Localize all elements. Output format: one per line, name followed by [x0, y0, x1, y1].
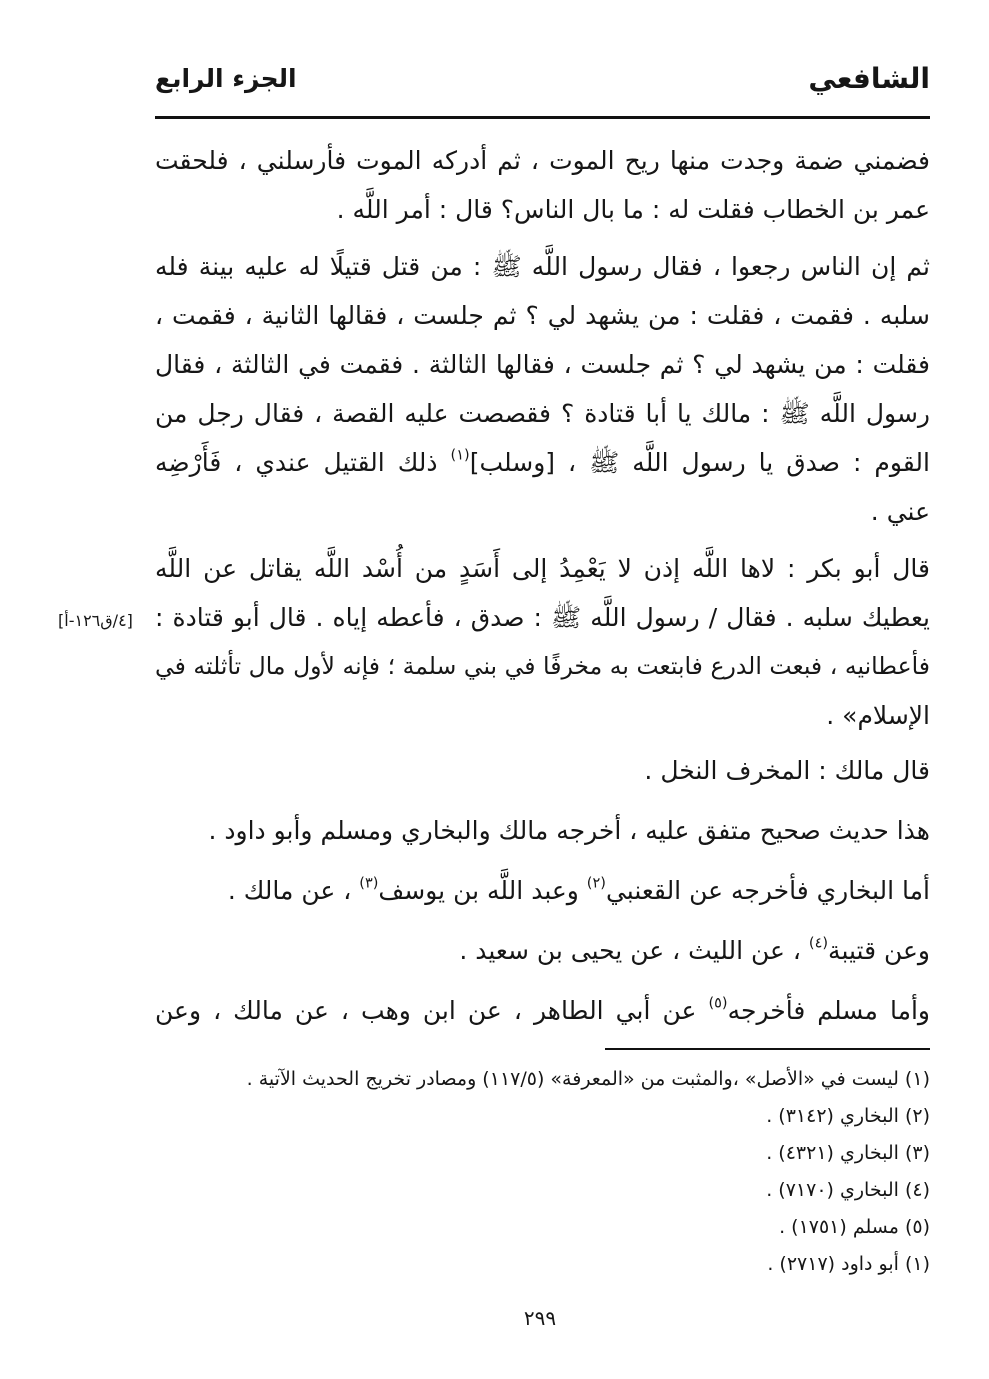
text-line [155, 691, 930, 740]
text-segment: ذلك القتيل عندي ، فَأَرْضِه [155, 448, 451, 477]
text-line [155, 926, 930, 975]
text-line [155, 544, 930, 593]
manuscript-folio-note: [٤/ق١٢٦-أ] [58, 611, 133, 630]
footnote: (١) ليست في «الأصل» ،والمثبت من «المعرفة» (١١٧/٥) ومصادر تخريج الحديث الآتية . [246, 1068, 930, 1090]
footnotes [155, 1061, 930, 1283]
text-segment: عمر بن الخطاب فقلت له : ما بال الناس؟ قال : أمر اللَّه . [336, 195, 930, 224]
body-paragraph [155, 746, 930, 795]
text-line [155, 642, 930, 691]
text-line [155, 389, 930, 438]
text-segment: هذا حديث صحيح متفق عليه ، أخرجه مالك والبخاري ومسلم وأبو داود . [208, 816, 930, 845]
footnote-ref: (١) [450, 447, 470, 464]
text-segment: الإسلام» . [826, 701, 930, 730]
footnote-ref: (٥) [708, 995, 728, 1012]
text-line [155, 438, 930, 487]
footnote: (١) أبو داود (٢٧١٧) . [767, 1253, 930, 1275]
text-segment: يعطيك سلبه . فقال / رسول اللَّه ﷺ : صدق ، فأعطه إياه . قال أبو قتادة : [155, 603, 930, 632]
text-segment: وعن قتيبة [828, 936, 930, 965]
body-paragraph [155, 866, 930, 915]
text-segment: فضمني ضمة وجدت منها ريح الموت ، ثم أدركه الموت فأرسلني ، فلحقت [155, 146, 930, 175]
text-segment: وعبد اللَّه بن يوسف [378, 876, 587, 905]
volume-label: الجزء الرابع [155, 64, 297, 93]
text-line [155, 806, 930, 855]
text-segment: عني . [870, 497, 930, 526]
text-segment: قال أبو بكر : لاها اللَّه إذن لا يَعْمِدُ إلى أَسَدٍ من أُسْد اللَّه يقاتل عن اللَّه [155, 554, 930, 583]
body-paragraph [155, 986, 930, 1035]
text-line [155, 185, 930, 234]
text-segment: قال مالك : المخرف النخل . [644, 756, 930, 785]
text-line [155, 866, 930, 915]
text-line [155, 746, 930, 795]
text-segment: وأما مسلم فأخرجه [727, 996, 930, 1025]
text-line [155, 986, 930, 1035]
text-segment: رسول اللَّه ﷺ : مالك يا أبا قتادة ؟ فقصصت عليه القصة ، فقال رجل من [155, 399, 930, 428]
body-paragraph [155, 136, 930, 234]
text-segment: سلبه . فقمت ، فقلت : من يشهد لي ؟ ثم جلست ، فقالها الثانية ، فقمت ، [155, 301, 930, 330]
book-title: الشافعي [808, 62, 930, 95]
text-line [155, 487, 930, 536]
text-segment: ، عن مالك . [227, 876, 360, 905]
footnote: (٤) البخاري (٧١٧٠) . [766, 1179, 930, 1201]
text-segment: القوم : صدق يا رسول اللَّه ﷺ ، [وسلب] [469, 448, 930, 477]
footnote: (٥) مسلم (١٧٥١) . [779, 1216, 930, 1238]
header-rule [155, 116, 930, 119]
page-number: ٢٩٩ [523, 1306, 557, 1330]
body-paragraph [155, 806, 930, 855]
text-segment: فقلت : من يشهد لي ؟ ثم جلست ، فقالها الثالثة . فقمت في الثالثة ، فقال [155, 350, 930, 379]
text-segment: أما البخاري فأخرجه عن القعنبي [605, 876, 930, 905]
footnote: (٢) البخاري (٣١٤٢) . [766, 1105, 930, 1127]
footnote-rule [605, 1048, 930, 1050]
text-line [155, 291, 930, 340]
body-paragraph [155, 926, 930, 975]
footnote: (٣) البخاري (٤٣٢١) . [766, 1142, 930, 1164]
text-line [155, 593, 930, 642]
footnote-ref: (٣) [359, 875, 379, 892]
text-segment: عن أبي الطاهر ، عن ابن وهب ، عن مالك ، وعن [155, 996, 709, 1025]
body-paragraph [155, 242, 930, 536]
text-line [155, 340, 930, 389]
text-line [155, 242, 930, 291]
text-segment: فأعطانيه ، فبعت الدرع فابتعت به مخرفًا في بني سلمة ؛ فإنه لأول مال تأثلته في [155, 652, 930, 680]
body-paragraph [155, 544, 930, 740]
footnote-ref: (٤) [808, 935, 829, 952]
body-text [155, 136, 930, 1035]
text-segment: ثم إن الناس رجعوا ، فقال رسول اللَّه ﷺ : من قتل قتيلًا له عليه بينة فله [155, 252, 930, 281]
running-header [155, 62, 930, 108]
text-line [155, 136, 930, 185]
footnote-ref: (٢) [586, 875, 606, 892]
text-segment: ، عن الليث ، عن يحيى بن سعيد . [459, 936, 809, 965]
